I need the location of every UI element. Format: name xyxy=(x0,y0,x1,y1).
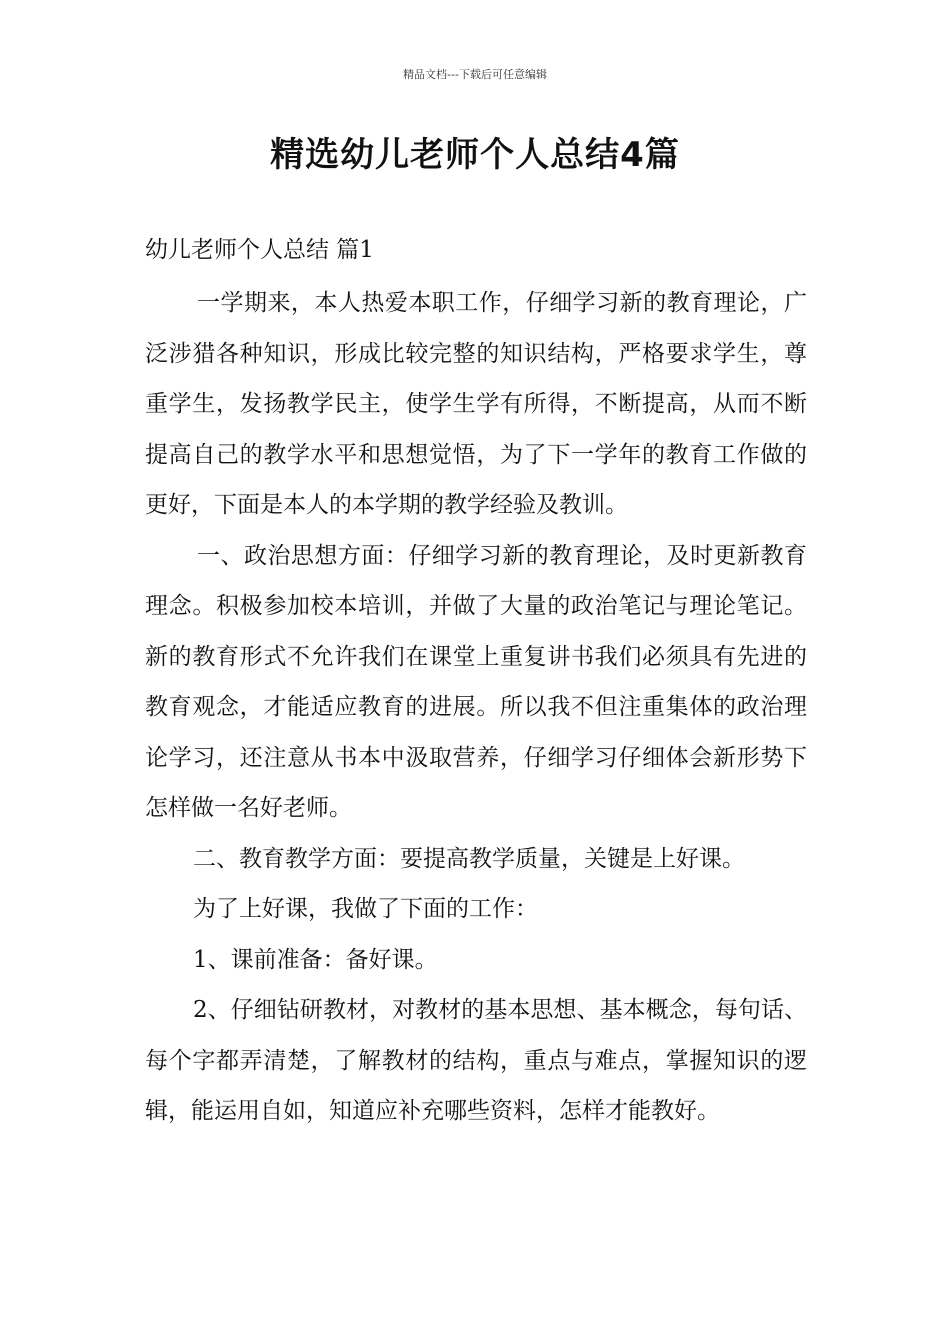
page-header-note: 精品文档---下载后可任意编辑 xyxy=(403,68,547,81)
paragraph-item-2: 2、仔细钻研教材，对教材的基本思想、基本概念，每句话、每个字都弄清楚，了解教材的结构，重点与难点，掌握知识的逻辑，能运用自如，知道应补充哪些资料，怎样才能教好。 xyxy=(145,997,807,1124)
section-heading: 幼儿老师个人总结 篇1 xyxy=(145,237,374,263)
paragraph-intro: 一学期来，本人热爱本职工作，仔细学习新的教育理论，广泛涉猎各种知识，形成比较完整的知识结构，严格要求学生，尊重学生，发扬教学民主，使学生学有所得，不断提高，从而不断提高自己的教学水平和思想觉悟，为了下一学年的教育工作做的更好，下面是本人的本学期的教学经验及教训。 xyxy=(145,290,807,518)
paragraph-work-intro: 为了上好课，我做了下面的工作： xyxy=(193,896,538,922)
document-title: 精选幼儿老师个人总结4篇 xyxy=(270,135,680,175)
document-body xyxy=(145,230,807,1137)
paragraph-item-1: 1、课前准备：备好课。 xyxy=(193,946,438,973)
paragraph-teaching: 二、教育教学方面：要提高教学质量，关键是上好课。 xyxy=(193,845,745,872)
paragraph-political-thought: 一、政治思想方面：仔细学习新的教育理论，及时更新教育理念。积极参加校本培训，并做了大量的政治笔记与理论笔记。新的教育形式不允许我们在课堂上重复讲书我们必须具有先进的教育观念，才能适应教育的进展。所以我不但注重集体的政治理论学习，还注意从书本中汲取营养，仔细学习仔细体会新形势下怎样做一名好老师。 xyxy=(145,542,807,821)
